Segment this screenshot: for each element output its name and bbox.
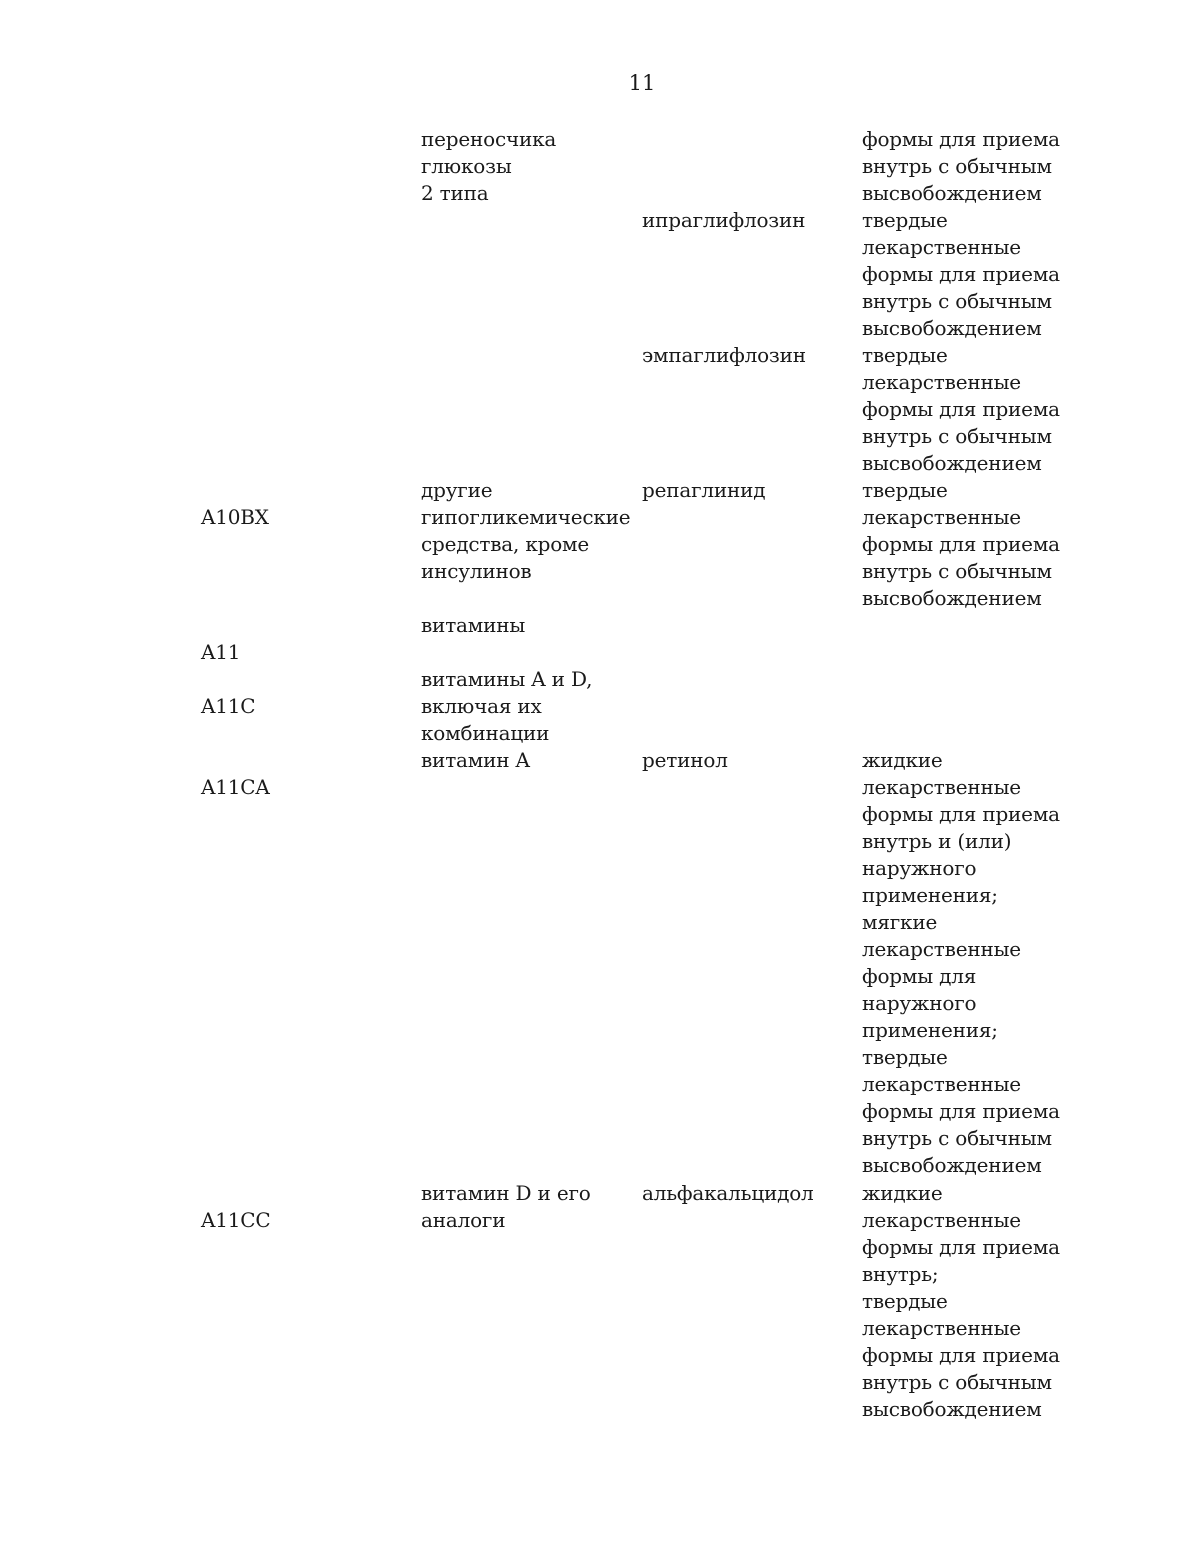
dosage-form: твердые лекарственные формы для приема внутрь с обычным высвобождением [862, 478, 1060, 610]
group-name: витамин A [421, 748, 530, 772]
atc-code: A11CC [201, 1208, 271, 1232]
drug-name: альфакальцидол [642, 1181, 814, 1205]
dosage-form: жидкие лекарственные формы для приема внутрь; твердые лекарственные формы для приема внутрь с обычным высвобождением [862, 1181, 1060, 1421]
group-name: витамины A и D, включая их комбинации [421, 667, 593, 745]
drug-name: репаглинид [642, 478, 766, 502]
dosage-form: формы для приема внутрь с обычным высвобождением [862, 127, 1060, 205]
group-name: витамин D и его аналоги [421, 1181, 591, 1232]
drug-name: ретинол [642, 748, 728, 772]
page-number: 11 [628, 71, 656, 95]
group-name: витамины [421, 613, 526, 637]
drug-name: эмпаглифлозин [642, 343, 806, 367]
group-name: другие гипогликемические средства, кроме инсулинов [421, 478, 631, 583]
atc-code: A11C [201, 694, 256, 718]
group-name: переносчика глюкозы 2 типа [421, 127, 557, 205]
dosage-form: твердые лекарственные формы для приема внутрь с обычным высвобождением [862, 208, 1060, 340]
atc-code: A11CA [201, 775, 270, 799]
atc-code: A11 [201, 640, 241, 664]
dosage-form: твердые лекарственные формы для приема внутрь с обычным высвобождением [862, 343, 1060, 475]
drug-name: ипраглифлозин [642, 208, 806, 232]
atc-code: A10BX [201, 505, 269, 529]
dosage-form: жидкие лекарственные формы для приема внутрь и (или) наружного применения; мягкие лекарственные формы для наружного применения; твердые лекарственные формы для приема внутрь с обычным высвобождением [862, 748, 1060, 1177]
